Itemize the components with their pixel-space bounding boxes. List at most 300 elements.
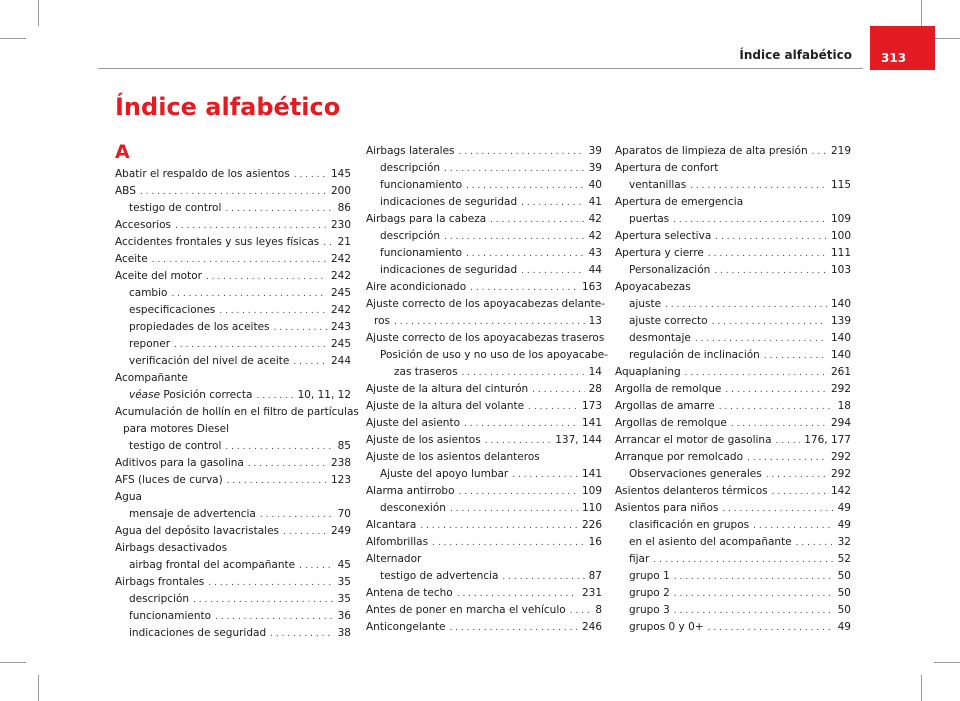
dot-leader bbox=[283, 524, 327, 541]
entry-term: Observaciones generales bbox=[629, 468, 762, 480]
entry-term: descripción bbox=[129, 593, 190, 605]
entry-term: Aceite del motor bbox=[115, 270, 202, 282]
dot-leader bbox=[152, 252, 327, 269]
dot-leader bbox=[685, 365, 827, 382]
index-entry bbox=[615, 313, 851, 330]
index-entry bbox=[615, 143, 851, 160]
entry-page: 231 bbox=[581, 587, 602, 599]
entry-page: 10, 11, 12 bbox=[297, 389, 351, 401]
entry-page: 45 bbox=[337, 559, 351, 571]
index-entry bbox=[115, 285, 351, 302]
entry-term: puertas bbox=[629, 213, 670, 225]
entry-term: descripción bbox=[380, 162, 441, 174]
dot-leader bbox=[174, 337, 327, 354]
entry-term: descripción bbox=[380, 230, 441, 242]
entry-page: 103 bbox=[830, 264, 851, 276]
entry-term: Personalización bbox=[629, 264, 711, 276]
dot-leader bbox=[449, 620, 578, 637]
entry-page: 100 bbox=[830, 230, 851, 242]
dot-leader bbox=[215, 609, 334, 626]
entry-page: 226 bbox=[581, 519, 602, 531]
index-entry bbox=[366, 534, 602, 551]
entry-page: 244 bbox=[330, 355, 351, 367]
dot-leader bbox=[459, 484, 578, 501]
index-entry bbox=[115, 302, 351, 319]
entry-page: 41 bbox=[588, 196, 602, 208]
entry-page: 140 bbox=[830, 298, 851, 310]
dot-leader bbox=[260, 507, 334, 524]
entry-page: 16 bbox=[588, 536, 602, 548]
entry-term: Ajuste de la altura del volante bbox=[366, 400, 525, 412]
dot-leader bbox=[512, 467, 578, 484]
entry-term: Aceite bbox=[115, 253, 148, 265]
crop-mark bbox=[38, 675, 39, 701]
entry-page: 13 bbox=[588, 315, 602, 327]
entry-term: grupos 0 y 0+ bbox=[629, 621, 704, 633]
entry-term: ajuste bbox=[629, 298, 662, 310]
entry-term: funcionamiento bbox=[129, 610, 212, 622]
index-entry bbox=[115, 217, 351, 234]
index-entry bbox=[366, 245, 602, 262]
entry-page: 238 bbox=[330, 457, 351, 469]
entry-term: grupo 2 bbox=[629, 587, 670, 599]
index-entry bbox=[366, 483, 602, 500]
index-heading: para motores Diesel bbox=[123, 423, 230, 435]
index-entry bbox=[115, 591, 351, 608]
dot-leader bbox=[674, 586, 834, 603]
entry-page: 70 bbox=[337, 508, 351, 520]
dot-leader bbox=[766, 467, 827, 484]
entry-page: 242 bbox=[330, 304, 351, 316]
index-entry bbox=[115, 251, 351, 268]
dot-leader bbox=[225, 439, 333, 456]
dot-leader bbox=[171, 286, 327, 303]
entry-term: Alarma antirrobo bbox=[366, 485, 455, 497]
index-entry bbox=[366, 398, 602, 415]
dot-leader bbox=[695, 331, 827, 348]
page-number-badge bbox=[870, 26, 935, 70]
index-entry bbox=[615, 211, 851, 228]
entry-page: 141 bbox=[581, 417, 602, 429]
entry-term: Antena de techo bbox=[366, 587, 453, 599]
entry-term: Abatir el respaldo de los asientos bbox=[115, 168, 290, 180]
entry-term: testigo de control bbox=[129, 440, 222, 452]
dot-leader bbox=[464, 416, 578, 433]
entry-page: 109 bbox=[581, 485, 602, 497]
index-entry bbox=[615, 517, 851, 534]
entry-page: 49 bbox=[837, 519, 851, 531]
see-reference: véase bbox=[129, 389, 161, 401]
index-entry bbox=[366, 568, 602, 585]
entry-page: 28 bbox=[588, 383, 602, 395]
entry-term: indicaciones de seguridad bbox=[380, 196, 518, 208]
entry-term: Ajuste del asiento bbox=[366, 417, 460, 429]
entry-term: en el asiento del acompañante bbox=[629, 536, 792, 548]
index-entry bbox=[615, 466, 851, 483]
dot-leader bbox=[450, 501, 578, 518]
index-entry bbox=[615, 602, 851, 619]
index-heading: Ajuste correcto de los apoyacabezas delante- bbox=[366, 298, 606, 310]
index-entry bbox=[366, 585, 602, 602]
dot-leader bbox=[772, 484, 827, 501]
index-heading: Apertura de emergencia bbox=[615, 196, 744, 208]
dot-leader bbox=[175, 218, 327, 235]
entry-term: propiedades de los aceites bbox=[129, 321, 270, 333]
dot-leader bbox=[528, 399, 578, 416]
dot-leader bbox=[753, 518, 834, 535]
entry-page: 219 bbox=[830, 145, 851, 157]
entry-term: Arranque por remolcado bbox=[615, 451, 743, 463]
entry-page: 18 bbox=[837, 400, 851, 412]
index-entry bbox=[615, 228, 851, 245]
dot-leader bbox=[674, 569, 834, 586]
entry-page: 140 bbox=[830, 349, 851, 361]
entry-page: 32 bbox=[837, 536, 851, 548]
index-heading: Ajuste correcto de los apoyacabezas traseros bbox=[366, 332, 605, 344]
index-entry bbox=[366, 177, 602, 194]
index-entry bbox=[115, 625, 351, 642]
index-heading: Acompañante bbox=[115, 372, 188, 384]
entry-term: Accidentes frontales y sus leyes físicas bbox=[115, 236, 320, 248]
index-entry bbox=[115, 557, 351, 574]
entry-page: 145 bbox=[330, 168, 351, 180]
dot-leader bbox=[248, 456, 327, 473]
entry-page: 292 bbox=[830, 468, 851, 480]
page-number: 313 bbox=[881, 51, 907, 65]
entry-term: Airbags para la cabeza bbox=[366, 213, 487, 225]
entry-term: Asientos para niños bbox=[615, 502, 719, 514]
dot-leader bbox=[490, 212, 584, 229]
index-entry bbox=[366, 619, 602, 636]
entry-term: Alcantara bbox=[366, 519, 417, 531]
index-entry bbox=[115, 319, 351, 336]
index-entry bbox=[615, 381, 851, 398]
entry-page: 243 bbox=[330, 321, 351, 333]
index-entry bbox=[115, 455, 351, 472]
entry-term: Ajuste de los asientos bbox=[366, 434, 481, 446]
index-entry bbox=[366, 381, 602, 398]
entry-page: 8 bbox=[595, 604, 602, 616]
index-entry bbox=[115, 166, 351, 183]
entry-page: 21 bbox=[337, 236, 351, 248]
entry-term: funcionamiento bbox=[380, 179, 463, 191]
entry-page: 139 bbox=[830, 315, 851, 327]
entry-page: 50 bbox=[837, 604, 851, 616]
entry-page: 111 bbox=[830, 247, 851, 259]
dot-leader bbox=[274, 320, 327, 337]
index-entry bbox=[615, 177, 851, 194]
crop-mark bbox=[0, 662, 26, 663]
page-title: Índice alfabético bbox=[115, 93, 341, 121]
dot-leader bbox=[796, 535, 834, 552]
entry-page: 123 bbox=[330, 474, 351, 486]
index-entry bbox=[366, 500, 602, 517]
dot-leader bbox=[459, 144, 585, 161]
dot-leader bbox=[206, 269, 327, 286]
entry-page: 49 bbox=[837, 502, 851, 514]
index-heading: Posición de uso y no uso de los apoyacabe- bbox=[380, 349, 608, 361]
dot-leader bbox=[323, 235, 333, 252]
entry-page: 39 bbox=[588, 162, 602, 174]
entry-page: 109 bbox=[830, 213, 851, 225]
entry-page: 245 bbox=[330, 338, 351, 350]
entry-term: Anticongelante bbox=[366, 621, 446, 633]
entry-page: 86 bbox=[337, 202, 351, 214]
entry-page: 230 bbox=[330, 219, 351, 231]
entry-term: cambio bbox=[129, 287, 168, 299]
entry-page: 292 bbox=[830, 451, 851, 463]
index-heading: Apertura de confort bbox=[615, 162, 719, 174]
index-entry bbox=[366, 602, 602, 619]
entry-term: Asientos delanteros térmicos bbox=[615, 485, 768, 497]
entry-term: verificación del nivel de aceite bbox=[129, 355, 290, 367]
dot-leader bbox=[462, 365, 585, 382]
dot-leader bbox=[502, 569, 584, 586]
entry-page: 42 bbox=[588, 213, 602, 225]
index-heading: Apoyacabezas bbox=[615, 281, 691, 293]
entry-term: regulación de inclinación bbox=[629, 349, 760, 361]
index-entry bbox=[115, 523, 351, 540]
header-rule bbox=[98, 68, 863, 69]
index-entry bbox=[615, 347, 851, 364]
index-entry bbox=[615, 330, 851, 347]
dot-leader bbox=[466, 178, 585, 195]
entry-page: 110 bbox=[581, 502, 602, 514]
entry-page: 35 bbox=[337, 576, 351, 588]
entry-page: 14 bbox=[588, 366, 602, 378]
index-heading: Acumulación de hollín en el filtro de partículas bbox=[115, 406, 359, 418]
index-column-2 bbox=[366, 143, 608, 636]
dot-leader bbox=[764, 348, 827, 365]
entry-page: 246 bbox=[581, 621, 602, 633]
entry-term: clasificación en grupos bbox=[629, 519, 750, 531]
dot-leader bbox=[470, 280, 578, 297]
entry-term: grupo 3 bbox=[629, 604, 670, 616]
dot-leader bbox=[532, 382, 584, 399]
dot-leader bbox=[731, 416, 827, 433]
dot-leader bbox=[270, 626, 334, 643]
entry-term: Aparatos de limpieza de alta presión bbox=[615, 145, 808, 157]
index-column-1 bbox=[115, 141, 359, 642]
index-entry bbox=[366, 517, 602, 534]
entry-term: Antes de poner en marcha el vehículo bbox=[366, 604, 566, 616]
entry-term: desconexión bbox=[380, 502, 446, 514]
index-heading: Agua bbox=[115, 491, 142, 503]
dot-leader bbox=[394, 314, 585, 331]
index-entry bbox=[615, 500, 851, 517]
index-entry bbox=[115, 574, 351, 591]
index-entry bbox=[115, 608, 351, 625]
dot-leader bbox=[712, 314, 827, 331]
dot-leader bbox=[690, 178, 827, 195]
index-entry bbox=[366, 228, 602, 245]
entry-page: 87 bbox=[588, 570, 602, 582]
entry-page: 50 bbox=[837, 587, 851, 599]
dot-leader bbox=[193, 592, 334, 609]
entry-term: Aquaplaning bbox=[615, 366, 681, 378]
entry-page: 242 bbox=[330, 253, 351, 265]
entry-page: 36 bbox=[337, 610, 351, 622]
entry-term: ABS bbox=[115, 185, 136, 197]
index-entry bbox=[615, 619, 851, 636]
entry-term: Aditivos para la gasolina bbox=[115, 457, 244, 469]
entry-term: AFS (luces de curva) bbox=[115, 474, 223, 486]
entry-page: 39 bbox=[588, 145, 602, 157]
index-entry bbox=[615, 483, 851, 500]
dot-leader bbox=[722, 501, 833, 518]
entry-term: reponer bbox=[129, 338, 171, 350]
dot-leader bbox=[776, 433, 801, 450]
crop-mark bbox=[921, 675, 922, 701]
index-entry bbox=[615, 262, 851, 279]
entry-page: 163 bbox=[581, 281, 602, 293]
dot-leader bbox=[570, 603, 592, 620]
entry-term: indicaciones de seguridad bbox=[380, 264, 518, 276]
entry-page: 44 bbox=[588, 264, 602, 276]
entry-term: Apertura y cierre bbox=[615, 247, 704, 259]
index-entry bbox=[366, 160, 602, 177]
dot-leader bbox=[485, 433, 552, 450]
index-entry bbox=[115, 234, 351, 251]
entry-term: testigo de control bbox=[129, 202, 222, 214]
entry-term: Argolla de remolque bbox=[615, 383, 722, 395]
entry-term: Airbags laterales bbox=[366, 145, 455, 157]
dot-leader bbox=[673, 212, 827, 229]
entry-page: 85 bbox=[337, 440, 351, 452]
index-heading: Ajuste de los asientos delanteros bbox=[366, 451, 540, 463]
index-entry bbox=[366, 194, 602, 211]
index-column-3 bbox=[615, 143, 851, 636]
dot-leader bbox=[708, 246, 827, 263]
entry-page: 38 bbox=[337, 627, 351, 639]
dot-leader bbox=[714, 263, 827, 280]
entry-term: Apertura selectiva bbox=[615, 230, 712, 242]
entry-term: indicaciones de seguridad bbox=[129, 627, 267, 639]
entry-page: 42 bbox=[588, 230, 602, 242]
index-entry bbox=[366, 432, 602, 449]
entry-term: Ajuste del apoyo lumbar bbox=[380, 468, 509, 480]
entry-term: Argollas de amarre bbox=[615, 400, 715, 412]
dot-leader bbox=[457, 586, 578, 603]
entry-term: desmontaje bbox=[629, 332, 691, 344]
index-entry bbox=[615, 585, 851, 602]
entry-term: mensaje de advertencia bbox=[129, 508, 256, 520]
dot-leader bbox=[299, 558, 334, 575]
index-entry bbox=[115, 336, 351, 353]
entry-term: grupo 1 bbox=[629, 570, 670, 582]
crop-mark bbox=[921, 0, 922, 26]
entry-term: Argollas de remolque bbox=[615, 417, 727, 429]
entry-term: airbag frontal del acompañante bbox=[129, 559, 296, 571]
index-entry bbox=[366, 211, 602, 228]
entry-term: Accesorios bbox=[115, 219, 172, 231]
index-entry bbox=[615, 398, 851, 415]
index-entry bbox=[615, 296, 851, 313]
index-entry bbox=[366, 262, 602, 279]
index-heading: Alternador bbox=[366, 553, 422, 565]
dot-leader bbox=[725, 382, 827, 399]
entry-page: 294 bbox=[830, 417, 851, 429]
entry-term: zas traseros bbox=[394, 366, 458, 378]
entry-page: 242 bbox=[330, 270, 351, 282]
entry-page: 137, 144 bbox=[555, 434, 602, 446]
index-entry bbox=[366, 313, 602, 330]
index-entry bbox=[615, 432, 851, 449]
dot-leader bbox=[521, 263, 585, 280]
entry-term: especificaciones bbox=[129, 304, 216, 316]
dot-leader bbox=[219, 303, 327, 320]
crop-mark bbox=[934, 662, 960, 663]
entry-term: Ajuste de la altura del cinturón bbox=[366, 383, 529, 395]
entry-page: 261 bbox=[830, 366, 851, 378]
entry-page: 200 bbox=[330, 185, 351, 197]
dot-leader bbox=[665, 297, 827, 314]
entry-page: 249 bbox=[330, 525, 351, 537]
index-entry bbox=[115, 387, 351, 404]
entry-term: fijar bbox=[629, 553, 650, 565]
index-entry bbox=[366, 279, 602, 296]
entry-term: ventanillas bbox=[629, 179, 687, 191]
dot-leader bbox=[256, 388, 293, 405]
entry-page: 115 bbox=[830, 179, 851, 191]
index-entry bbox=[366, 364, 602, 381]
index-entry bbox=[615, 568, 851, 585]
entry-term-text: Posición correcta bbox=[163, 389, 253, 401]
dot-leader bbox=[444, 161, 585, 178]
entry-term: testigo de advertencia bbox=[380, 570, 499, 582]
entry-page: 35 bbox=[337, 593, 351, 605]
index-entry bbox=[615, 245, 851, 262]
dot-leader bbox=[420, 518, 578, 535]
entry-term: ros bbox=[374, 315, 390, 327]
entry-page: 142 bbox=[830, 485, 851, 497]
section-letter: A bbox=[115, 141, 130, 163]
entry-term: Airbags frontales bbox=[115, 576, 205, 588]
crop-mark bbox=[0, 38, 26, 39]
entry-page: 173 bbox=[581, 400, 602, 412]
index-entry bbox=[115, 183, 351, 200]
entry-term bbox=[129, 387, 256, 404]
dot-leader bbox=[208, 575, 333, 592]
dot-leader bbox=[294, 167, 327, 184]
entry-page: 245 bbox=[330, 287, 351, 299]
entry-page: 292 bbox=[830, 383, 851, 395]
entry-term: Aire acondicionado bbox=[366, 281, 467, 293]
entry-term: Alfombrillas bbox=[366, 536, 429, 548]
index-entry bbox=[366, 415, 602, 432]
index-entry bbox=[366, 466, 602, 483]
index-entry bbox=[115, 438, 351, 455]
entry-page: 50 bbox=[837, 570, 851, 582]
entry-page: 141 bbox=[581, 468, 602, 480]
index-entry bbox=[115, 506, 351, 523]
dot-leader bbox=[653, 552, 833, 569]
entry-page: 40 bbox=[588, 179, 602, 191]
dot-leader bbox=[708, 620, 834, 637]
running-header-title: Índice alfabético bbox=[739, 48, 852, 62]
dot-leader bbox=[715, 229, 827, 246]
dot-leader bbox=[293, 354, 327, 371]
index-entry bbox=[115, 472, 351, 489]
crop-mark bbox=[38, 0, 39, 26]
index-entry bbox=[115, 353, 351, 370]
entry-term: funcionamiento bbox=[380, 247, 463, 259]
index-entry bbox=[615, 415, 851, 432]
entry-page: 52 bbox=[837, 553, 851, 565]
dot-leader bbox=[140, 184, 327, 201]
dot-leader bbox=[674, 603, 834, 620]
dot-leader bbox=[719, 399, 834, 416]
